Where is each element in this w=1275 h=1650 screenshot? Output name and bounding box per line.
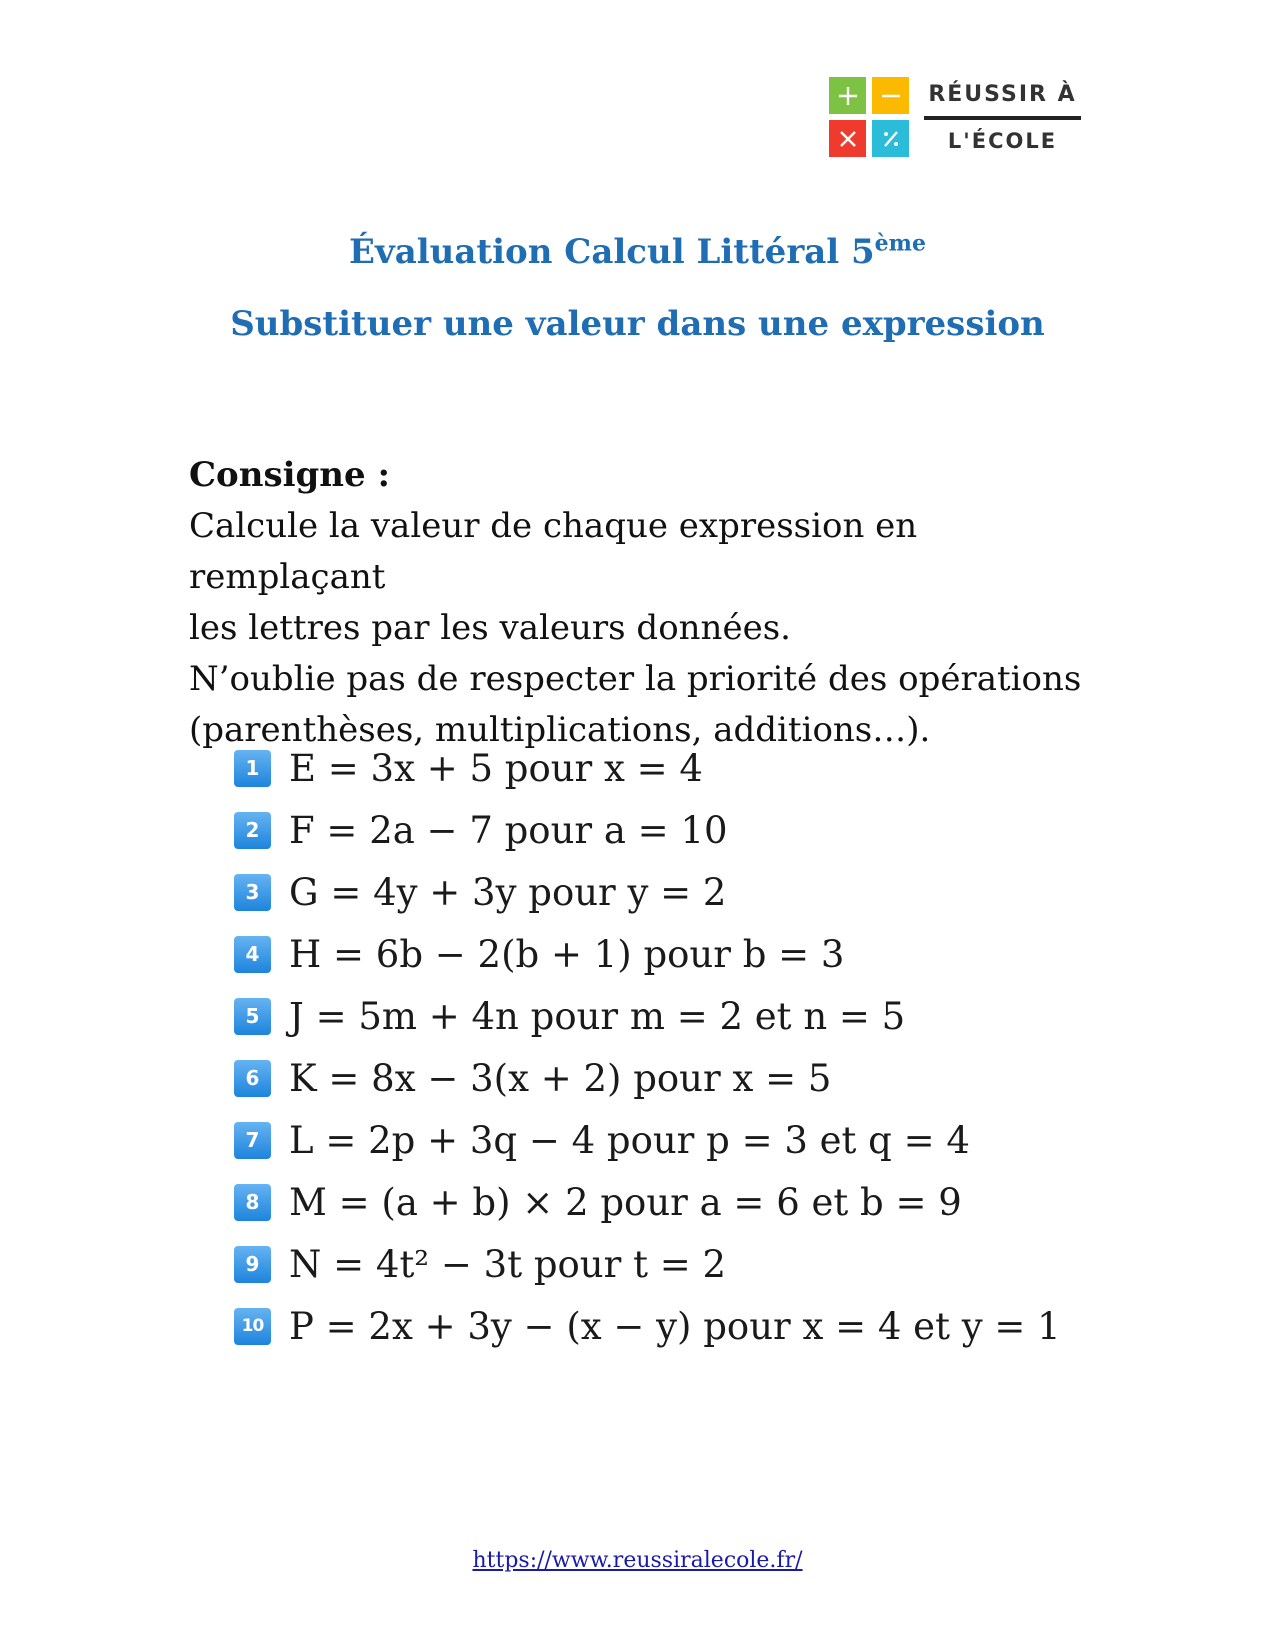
logo-line-1: RÉUSSIR À	[928, 82, 1077, 107]
minus-icon	[872, 77, 909, 114]
page-subtitle: Substituer une valeur dans une expression	[230, 304, 1045, 344]
exercise-number-badge: 3	[234, 874, 271, 911]
logo-wordmark	[924, 77, 1081, 161]
instructions-line: Calcule la valeur de chaque expression en remplaçant	[189, 506, 918, 597]
website-link[interactable]: https://www.reussiralecole.fr/	[472, 1548, 803, 1573]
times-icon	[829, 120, 866, 157]
exercise-expression: F = 2a − 7 pour a = 10	[289, 808, 728, 852]
exercise-item	[234, 985, 1134, 1047]
exercise-number-badge: 2	[234, 812, 271, 849]
exercise-number-badge: 5	[234, 998, 271, 1035]
instructions-label: Consigne :	[189, 455, 391, 495]
exercise-number-badge: 6	[234, 1060, 271, 1097]
page-title-text: Évaluation Calcul Littéral 5	[349, 232, 875, 272]
exercise-number-badge: 10	[234, 1308, 271, 1345]
exercise-expression: N = 4t² − 3t pour t = 2	[289, 1242, 727, 1286]
logo-icon-grid	[829, 77, 913, 161]
exercise-expression: L = 2p + 3q − 4 pour p = 3 et q = 4	[289, 1118, 970, 1162]
exercise-number-badge: 9	[234, 1246, 271, 1283]
exercise-item	[234, 923, 1134, 985]
exercise-item	[234, 1109, 1134, 1171]
exercise-item	[234, 861, 1134, 923]
instructions-line: N’oublie pas de respecter la priorité des opérations	[189, 659, 1082, 699]
logo-line-2: L'ÉCOLE	[947, 129, 1058, 153]
instructions-line: (parenthèses, multiplications, additions…).	[189, 710, 931, 750]
exercise-number-badge: 4	[234, 936, 271, 973]
exercise-expression: M = (a + b) × 2 pour a = 6 et b = 9	[289, 1180, 962, 1224]
exercise-number-badge: 8	[234, 1184, 271, 1221]
exercise-list	[234, 737, 1134, 1357]
exercise-expression: P = 2x + 3y − (x − y) pour x = 4 et y = 1	[289, 1304, 1061, 1348]
exercise-item	[234, 799, 1134, 861]
exercise-expression: E = 3x + 5 pour x = 4	[289, 746, 703, 790]
exercise-expression: H = 6b − 2(b + 1) pour b = 3	[289, 932, 845, 976]
exercise-item	[234, 1171, 1134, 1233]
exercise-number-badge: 7	[234, 1122, 271, 1159]
brand-logo	[829, 77, 1081, 161]
page-title-superscript: ème	[874, 230, 926, 257]
plus-icon	[829, 77, 866, 114]
exercise-number-badge: 1	[234, 750, 271, 787]
instructions-line: les lettres par les valeurs données.	[189, 608, 791, 648]
logo-divider	[924, 116, 1081, 120]
exercise-expression: G = 4y + 3y pour y = 2	[289, 870, 727, 914]
exercise-item	[234, 1233, 1134, 1295]
exercise-expression: J = 5m + 4n pour m = 2 et n = 5	[289, 994, 906, 1038]
exercise-item	[234, 1295, 1134, 1357]
exercise-item	[234, 1047, 1134, 1109]
percent-icon	[872, 120, 909, 157]
instructions	[189, 450, 1089, 756]
footer	[0, 1548, 1275, 1573]
page-title	[0, 232, 1275, 272]
exercise-expression: K = 8x − 3(x + 2) pour x = 5	[289, 1056, 832, 1100]
exercise-item	[234, 737, 1134, 799]
